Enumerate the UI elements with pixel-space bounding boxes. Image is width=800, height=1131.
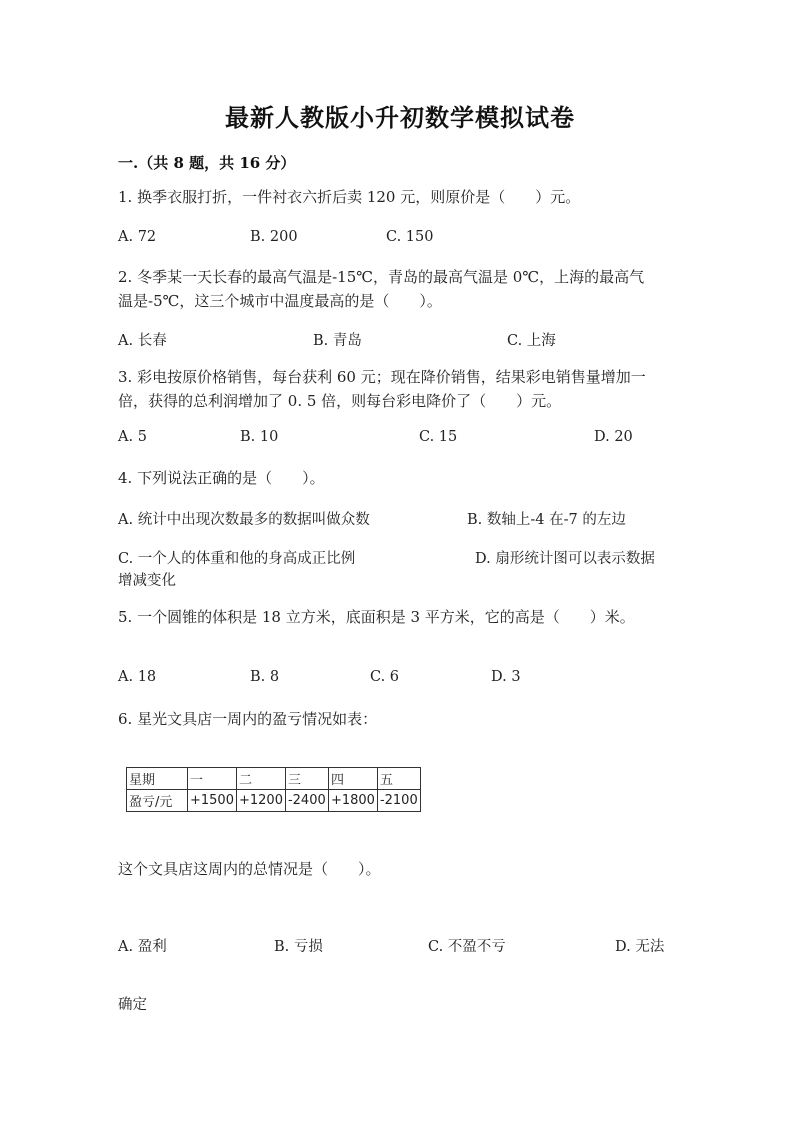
table-cell: -2400 bbox=[285, 790, 328, 812]
q3-option-d: D. 20 bbox=[594, 429, 633, 445]
question-2-line1: 2. 冬季某一天长春的最高气温是-15℃，青岛的最高气温是 0℃，上海的最高气 bbox=[118, 268, 645, 286]
table-cell: 盈亏/元 bbox=[127, 790, 188, 812]
q1-option-c: C. 150 bbox=[386, 229, 434, 245]
table-cell: 二 bbox=[236, 768, 285, 790]
table-cell: +1500 bbox=[188, 790, 237, 812]
section-heading: 一.（共 8 题，共 16 分） bbox=[118, 154, 296, 172]
table-header-row bbox=[127, 768, 421, 790]
question-3-line1: 3. 彩电按原价格销售，每台获利 60 元；现在降价销售，结果彩电销售量增加一 bbox=[118, 368, 646, 386]
q6-option-d-wrap: 确定 bbox=[118, 997, 147, 1013]
q5-option-b: B. 8 bbox=[250, 669, 280, 685]
q6-option-c: C. 不盈不亏 bbox=[428, 939, 506, 955]
q2-option-a: A. 长春 bbox=[118, 333, 167, 349]
q4-option-a: A. 统计中出现次数最多的数据叫做众数 bbox=[118, 512, 370, 528]
q5-option-d: D. 3 bbox=[491, 669, 521, 685]
q4-option-d: D. 扇形统计图可以表示数据 bbox=[475, 551, 655, 567]
q4-option-c: C. 一个人的体重和他的身高成正比例 bbox=[118, 551, 356, 567]
q5-option-c: C. 6 bbox=[370, 669, 400, 685]
table-cell: -2100 bbox=[377, 790, 420, 812]
table-cell: +1800 bbox=[328, 790, 377, 812]
q2-option-b: B. 青岛 bbox=[313, 333, 362, 349]
question-1: 1. 换季衣服打折，一件衬衣六折后卖 120 元，则原价是（ ）元。 bbox=[118, 188, 581, 206]
q6-option-b: B. 亏损 bbox=[274, 939, 323, 955]
table-cell: 五 bbox=[377, 768, 420, 790]
table-cell: 三 bbox=[285, 768, 328, 790]
q6-option-d: D. 无法 bbox=[615, 939, 665, 955]
q1-option-a: A. 72 bbox=[118, 229, 157, 245]
question-3-line2: 倍，获得的总利润增加了 0. 5 倍，则每台彩电降价了（ ）元。 bbox=[118, 392, 562, 410]
q3-option-b: B. 10 bbox=[240, 429, 279, 445]
q2-option-c: C. 上海 bbox=[507, 333, 556, 349]
q6-option-a: A. 盈利 bbox=[118, 939, 167, 955]
profit-loss-table bbox=[126, 767, 421, 812]
table-cell: 一 bbox=[188, 768, 237, 790]
table-cell: +1200 bbox=[236, 790, 285, 812]
q4-option-d-wrap: 增减变化 bbox=[118, 573, 176, 589]
question-2-line2: 温是-5℃，这三个城市中温度最高的是（ ）。 bbox=[118, 292, 442, 310]
page-title: 最新人教版小升初数学模拟试卷 bbox=[225, 103, 575, 132]
q3-option-c: C. 15 bbox=[419, 429, 458, 445]
question-6: 6. 星光文具店一周内的盈亏情况如表： bbox=[118, 710, 378, 728]
question-4: 4. 下列说法正确的是（ ）。 bbox=[118, 469, 325, 487]
q4-option-b: B. 数轴上-4 在-7 的左边 bbox=[467, 512, 626, 528]
table-cell: 星期 bbox=[127, 768, 188, 790]
table-cell: 四 bbox=[328, 768, 377, 790]
q5-option-a: A. 18 bbox=[118, 669, 157, 685]
table-row bbox=[127, 790, 421, 812]
question-5: 5. 一个圆锥的体积是 18 立方米，底面积是 3 平方米，它的高是（ ）米。 bbox=[118, 608, 635, 626]
q1-option-b: B. 200 bbox=[250, 229, 298, 245]
q3-option-a: A. 5 bbox=[118, 429, 147, 445]
question-6-prompt: 这个文具店这周内的总情况是（ ）。 bbox=[118, 860, 381, 878]
